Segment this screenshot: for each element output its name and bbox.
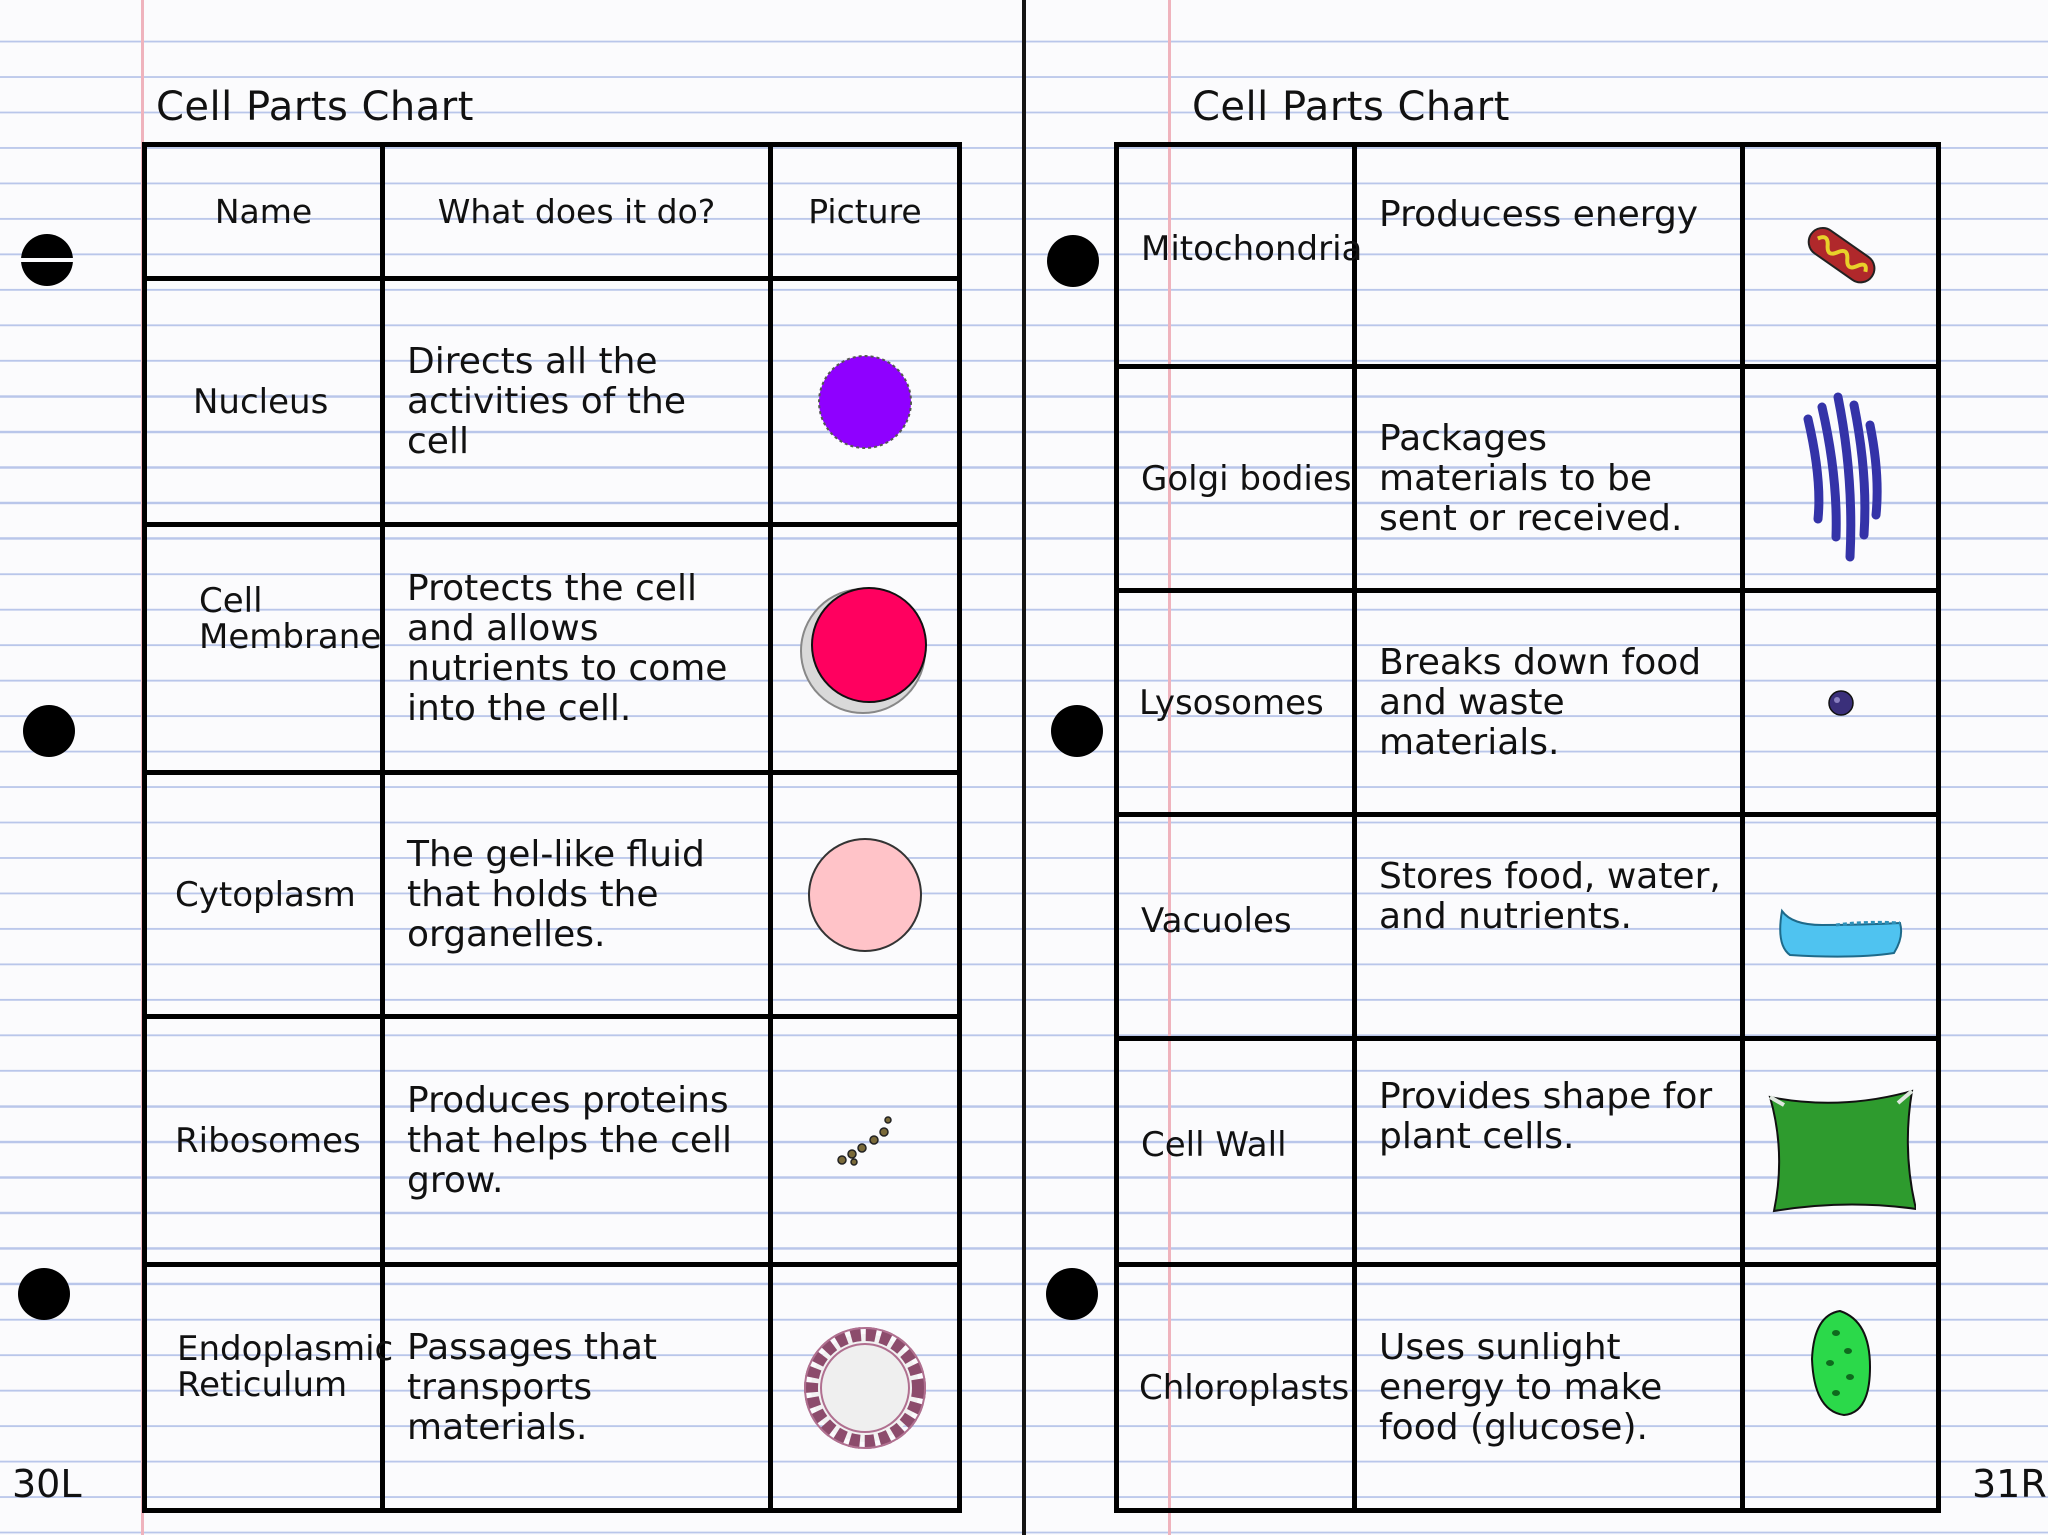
table-row — [1117, 145, 1939, 367]
row-function: Packages materials to be sent or received. — [1355, 367, 1743, 591]
header-picture: Picture — [771, 145, 960, 279]
row-picture — [1743, 367, 1939, 591]
pink-circle-icon — [795, 579, 935, 719]
right-notebook-page — [1026, 0, 2048, 1535]
row-function: Breaks down food and waste materials. — [1355, 591, 1743, 815]
row-function: Uses sunlight energy to make food (glucose). — [1355, 1265, 1743, 1511]
table-row — [145, 1017, 960, 1265]
dots-icon — [830, 1106, 900, 1176]
cell-parts-table — [1114, 142, 1941, 1513]
light-pink-circle-icon — [803, 833, 927, 957]
row-picture — [771, 773, 960, 1017]
row-picture — [1743, 591, 1939, 815]
row-name: Cell Wall — [1117, 1039, 1355, 1265]
binder-hole — [21, 234, 73, 286]
mitochondria-icon — [1796, 211, 1886, 301]
table-row — [145, 279, 960, 525]
binder-hole — [23, 705, 75, 757]
table-row — [1117, 367, 1939, 591]
row-function: Passages that transports materials. — [383, 1265, 771, 1511]
page-title: Cell Parts Chart — [156, 84, 474, 130]
binder-hole — [1046, 1268, 1098, 1320]
header-name: Name — [145, 145, 383, 279]
row-function: Provides shape for plant cells. — [1355, 1039, 1743, 1265]
binder-hole — [1051, 705, 1103, 757]
table-row — [1117, 591, 1939, 815]
table-row — [1117, 815, 1939, 1039]
row-picture — [1743, 145, 1939, 367]
page-number: 31R — [1972, 1462, 2047, 1506]
page-number: 30L — [12, 1462, 82, 1506]
row-name: Chloroplasts — [1117, 1265, 1355, 1511]
row-name: Cell Membrane — [145, 525, 383, 773]
row-function: Directs all the activities of the cell — [383, 279, 771, 525]
table-header-row — [145, 145, 960, 279]
chloroplast-icon — [1806, 1307, 1876, 1419]
row-picture — [771, 1265, 960, 1511]
cell-parts-table — [142, 142, 962, 1513]
row-name: Mitochondria — [1117, 145, 1355, 367]
row-picture — [1743, 1265, 1939, 1511]
row-picture — [771, 1017, 960, 1265]
row-function: Producess energy — [1355, 145, 1743, 367]
row-picture — [1743, 815, 1939, 1039]
row-picture — [771, 525, 960, 773]
table-row — [145, 773, 960, 1017]
header-function: What does it do? — [383, 145, 771, 279]
vacuole-icon — [1776, 897, 1906, 967]
golgi-icon — [1796, 389, 1886, 569]
left-notebook-page — [0, 0, 1022, 1535]
binder-hole — [1047, 235, 1099, 287]
row-picture — [1743, 1039, 1939, 1265]
row-name: Nucleus — [145, 279, 383, 525]
row-picture — [771, 279, 960, 525]
binder-hole — [18, 1268, 70, 1320]
green-square-icon — [1766, 1087, 1916, 1217]
row-name: Lysosomes — [1117, 591, 1355, 815]
row-function: Protects the cell and allows nutrients to come into the cell. — [383, 525, 771, 773]
row-name: Golgi bodies — [1117, 367, 1355, 591]
table-row — [1117, 1039, 1939, 1265]
page-title: Cell Parts Chart — [1192, 84, 1510, 130]
ring-icon — [800, 1323, 930, 1453]
row-name: Cytoplasm — [145, 773, 383, 1017]
row-function: Produces proteins that helps the cell grow. — [383, 1017, 771, 1265]
table-row — [145, 1265, 960, 1511]
row-name: Ribosomes — [145, 1017, 383, 1265]
row-function: The gel-like fluid that holds the organelles. — [383, 773, 771, 1017]
row-name: Endoplasmic Reticulum — [145, 1265, 383, 1511]
row-name: Vacuoles — [1117, 815, 1355, 1039]
table-row — [145, 525, 960, 773]
row-function: Stores food, water, and nutrients. — [1355, 815, 1743, 1039]
small-dot-icon — [1821, 683, 1861, 723]
table-row — [1117, 1265, 1939, 1511]
purple-circle-icon — [810, 347, 920, 457]
